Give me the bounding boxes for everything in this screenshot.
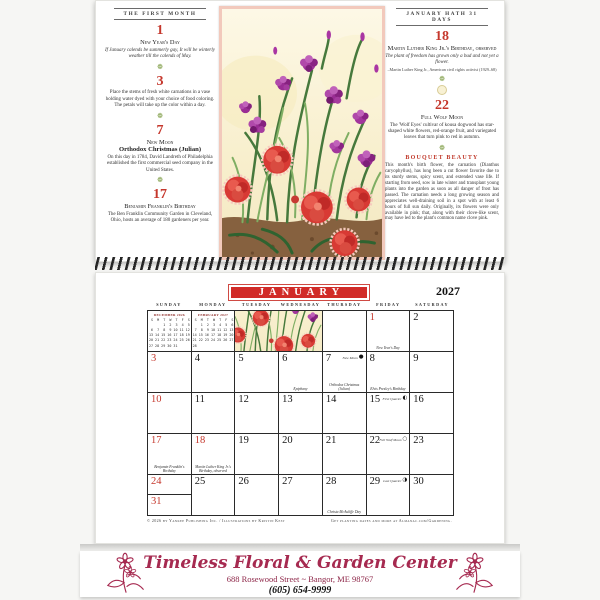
flower-ornament-icon: ❁ xyxy=(157,176,163,185)
page-shadow xyxy=(80,544,520,551)
moon-phase: Last Quarter ◑ xyxy=(383,477,408,483)
entry-jan-7 xyxy=(103,124,217,174)
day-cell-14: 14 xyxy=(323,393,367,434)
day-cell-12: 12 xyxy=(235,393,279,434)
entry-day-number: 3 xyxy=(156,73,164,89)
full-moon-icon: ○ xyxy=(402,436,408,442)
entry-day-number: 7 xyxy=(156,122,164,138)
month-grid xyxy=(147,310,454,516)
almanac-promo-text: Get planting dates and more at Almanac.com/Gardening. xyxy=(330,518,452,523)
calendar-page xyxy=(95,272,505,544)
day-cell-24-31: 24 31 xyxy=(148,475,192,516)
moon-phase: First Quarter ◐ xyxy=(382,395,408,401)
advertiser-imprint xyxy=(80,551,520,597)
year-label: 2027 xyxy=(436,284,460,298)
holiday-label: Benjamin Franklin's Birthday xyxy=(154,464,185,473)
weekday-header-row xyxy=(147,302,454,307)
month-banner: JANUARY xyxy=(229,285,369,300)
day-cell-13: 13 xyxy=(279,393,323,434)
flower-ornament-icon: ❁ xyxy=(439,74,445,83)
day-cell-23: 23 xyxy=(410,434,454,475)
holiday-label: Elvis Presley's Birthday xyxy=(370,386,406,391)
quote-attribution: –Martin Luther King Jr., American civil rights activist (1929–68) xyxy=(387,67,497,73)
day-cell-19: 19 xyxy=(235,434,279,475)
entry-title: New Moon xyxy=(146,138,174,146)
weekday-label: MONDAY xyxy=(199,302,227,307)
flower-ornament-icon: ❁ xyxy=(439,144,445,152)
day-cell-6: 6 Epiphany xyxy=(279,352,323,393)
mini-calendar-december: DECEMBER 2026 S M T W T F S 1 2 3 4 5 6 7 8 9 10 11 12 13 14 15 16 17 18 19 20 21 22 23 24 25 26 27 28 29 30 31 xyxy=(148,311,192,352)
flower-ornament-icon: ❁ xyxy=(157,111,163,120)
empty-cell xyxy=(323,311,367,352)
first-quarter-moon-icon: ◐ xyxy=(402,395,408,401)
right-column-header: JANUARY HATH 31 DAYS xyxy=(396,8,488,26)
feature-body: This month's birth flower, the carnation (Dianthus caryophyllus), has long been a cut flower favorite due to its sturdy stems, spicy scent, and extended vase life. If starting from seed, sow in late winter and transplant young plants into the garden as soon as all danger of frost has passed. The carnation needs a long growing season and appreciates well-draining soil in a spot with at least 6 hours of full sun daily. Originally, its flowers were only available in pink; that, along with their clove-like scent, may have led to the plant's common name clove pink. xyxy=(385,163,499,222)
weekday-label: SUNDAY xyxy=(156,302,182,307)
entry-title: Martin Luther King Jr.'s Birthday, observed xyxy=(387,45,497,52)
entry-day-number: 22 xyxy=(435,97,449,113)
day-cell-26: 26 xyxy=(235,475,279,516)
weekday-label: TUESDAY xyxy=(241,302,272,307)
entry-quote: The plant of freedom has grown only a bud and not yet a flower. xyxy=(385,53,499,66)
entry-body: The 'Wolf Eyes' cultivar of kousa dogwood has star-shaped white flowers, red-orange fruit, and variegated leaves that turn pink to red in autumn. xyxy=(387,122,497,141)
day-cell-5: 5 xyxy=(235,352,279,393)
flower-sprig-icon xyxy=(452,552,496,596)
day-cell-9: 9 xyxy=(410,352,454,393)
weekday-label: SATURDAY xyxy=(415,302,449,307)
day-cell-18: 18 Martin Luther King Jr.'s Birthday, observed xyxy=(192,434,236,475)
entry-subtitle: Orthodox Christmas (Julian) xyxy=(118,145,202,153)
left-column-header: THE FIRST MONTH xyxy=(114,8,206,20)
advertiser-phone: (605) 654-9999 xyxy=(268,584,332,596)
entry-title: New Year's Day xyxy=(140,39,180,46)
day-cell-27: 27 xyxy=(279,475,323,516)
day-cell-22: 22 Full Wolf Moon ○ xyxy=(367,434,411,475)
day-cell-16: 16 xyxy=(410,393,454,434)
day-cell-2: 2 xyxy=(410,311,454,352)
entry-jan-17 xyxy=(103,188,217,224)
entry-jan-18 xyxy=(385,30,499,72)
day-cell-8: 8 Elvis Presley's Birthday xyxy=(367,352,411,393)
carnation-illustration xyxy=(219,6,385,260)
advertiser-name: Timeless Floral & Garden Center xyxy=(143,553,457,573)
last-quarter-moon-icon: ◑ xyxy=(402,477,408,483)
left-column xyxy=(103,8,217,225)
moon-phase: Full Wolf Moon ○ xyxy=(379,436,408,442)
entry-body: If January calends be summerly gay, It will be winterly weather till the calends of May. xyxy=(105,47,215,60)
entry-jan-22 xyxy=(385,85,499,142)
holiday-label: New Year's Day xyxy=(376,345,400,350)
weekday-label: FRIDAY xyxy=(376,302,401,307)
day-cell-1: 1 New Year's Day xyxy=(367,311,411,352)
day-cell-15: 15 First Quarter ◐ xyxy=(367,393,411,434)
day-cell-11: 11 xyxy=(192,393,236,434)
new-moon-icon: ● xyxy=(358,354,364,360)
day-cell-17: 17 Benjamin Franklin's Birthday xyxy=(148,434,192,475)
flower-ornament-icon: ❁ xyxy=(157,62,163,71)
day-cell-20: 20 xyxy=(279,434,323,475)
entry-body: Place the stems of fresh white carnations in a vase holding water dyed with your choice of food coloring. The petals will take up the color within a day. xyxy=(105,90,215,108)
entry-day-number: 18 xyxy=(435,29,449,44)
copyright-row xyxy=(147,518,452,523)
right-column xyxy=(385,8,499,222)
mini-calendar-february: FEBRUARY 2027 S M T W T F S 1 2 3 4 5 6 7 8 9 10 11 12 13 14 15 16 17 18 19 20 21 22 23 24 25 26 27 28 xyxy=(192,311,236,352)
moon-phase: New Moon ● xyxy=(342,354,364,360)
day-cell-25: 25 xyxy=(192,475,236,516)
grid-flower-photo xyxy=(235,311,322,352)
day-cell-3: 3 xyxy=(148,352,192,393)
weekday-label: THURSDAY xyxy=(327,302,362,307)
holiday-label: Christa McAuliffe Day xyxy=(327,509,361,514)
feature-bouquet-beauty xyxy=(385,155,499,222)
feature-header: BOUQUET BEAUTY xyxy=(405,155,479,161)
day-cell-28: 28 Christa McAuliffe Day xyxy=(323,475,367,516)
day-cell-29: 29 Last Quarter ◑ xyxy=(367,475,411,516)
holiday-label: Martin Luther King Jr.'s Birthday, observed xyxy=(195,464,231,473)
holiday-label: Epiphany xyxy=(293,386,308,391)
copyright-text: © 2026 by Yankee Publishing Inc. / Illustrations by Kristin Kest xyxy=(147,518,285,523)
entry-jan-3 xyxy=(103,75,217,109)
entry-day-number: 17 xyxy=(153,187,167,203)
day-cell-10: 10 xyxy=(148,393,192,434)
day-cell-30: 30 xyxy=(410,475,454,516)
advertiser-address: 688 Rosewood Street ~ Bangor, ME 98767 xyxy=(226,573,374,584)
spiral-binding xyxy=(95,257,505,270)
weekday-label: WEDNESDAY xyxy=(280,302,321,307)
full-moon-icon xyxy=(437,85,447,95)
entry-title: Full Wolf Moon xyxy=(420,113,464,121)
holiday-label: Orthodox Christmas (Julian) xyxy=(329,382,360,391)
entry-jan-1 xyxy=(103,24,217,60)
entry-body: On this day in 1784, David Landreth of Philadelphia established the first commercial seed company in the United States. xyxy=(107,155,213,173)
day-cell-7: 7 New Moon ● Orthodox Christmas (Julian) xyxy=(323,352,367,393)
top-page xyxy=(95,0,505,262)
entry-title: Benjamin Franklin's Birthday xyxy=(124,203,196,211)
entry-body: The Ben Franklin Community Garden in Cleveland, Ohio, hosts an average of 180 gardeners per year. xyxy=(107,212,213,224)
day-cell-21: 21 xyxy=(323,434,367,475)
day-cell-4: 4 xyxy=(192,352,236,393)
flower-sprig-icon xyxy=(104,552,148,596)
entry-day-number: 1 xyxy=(156,23,164,38)
